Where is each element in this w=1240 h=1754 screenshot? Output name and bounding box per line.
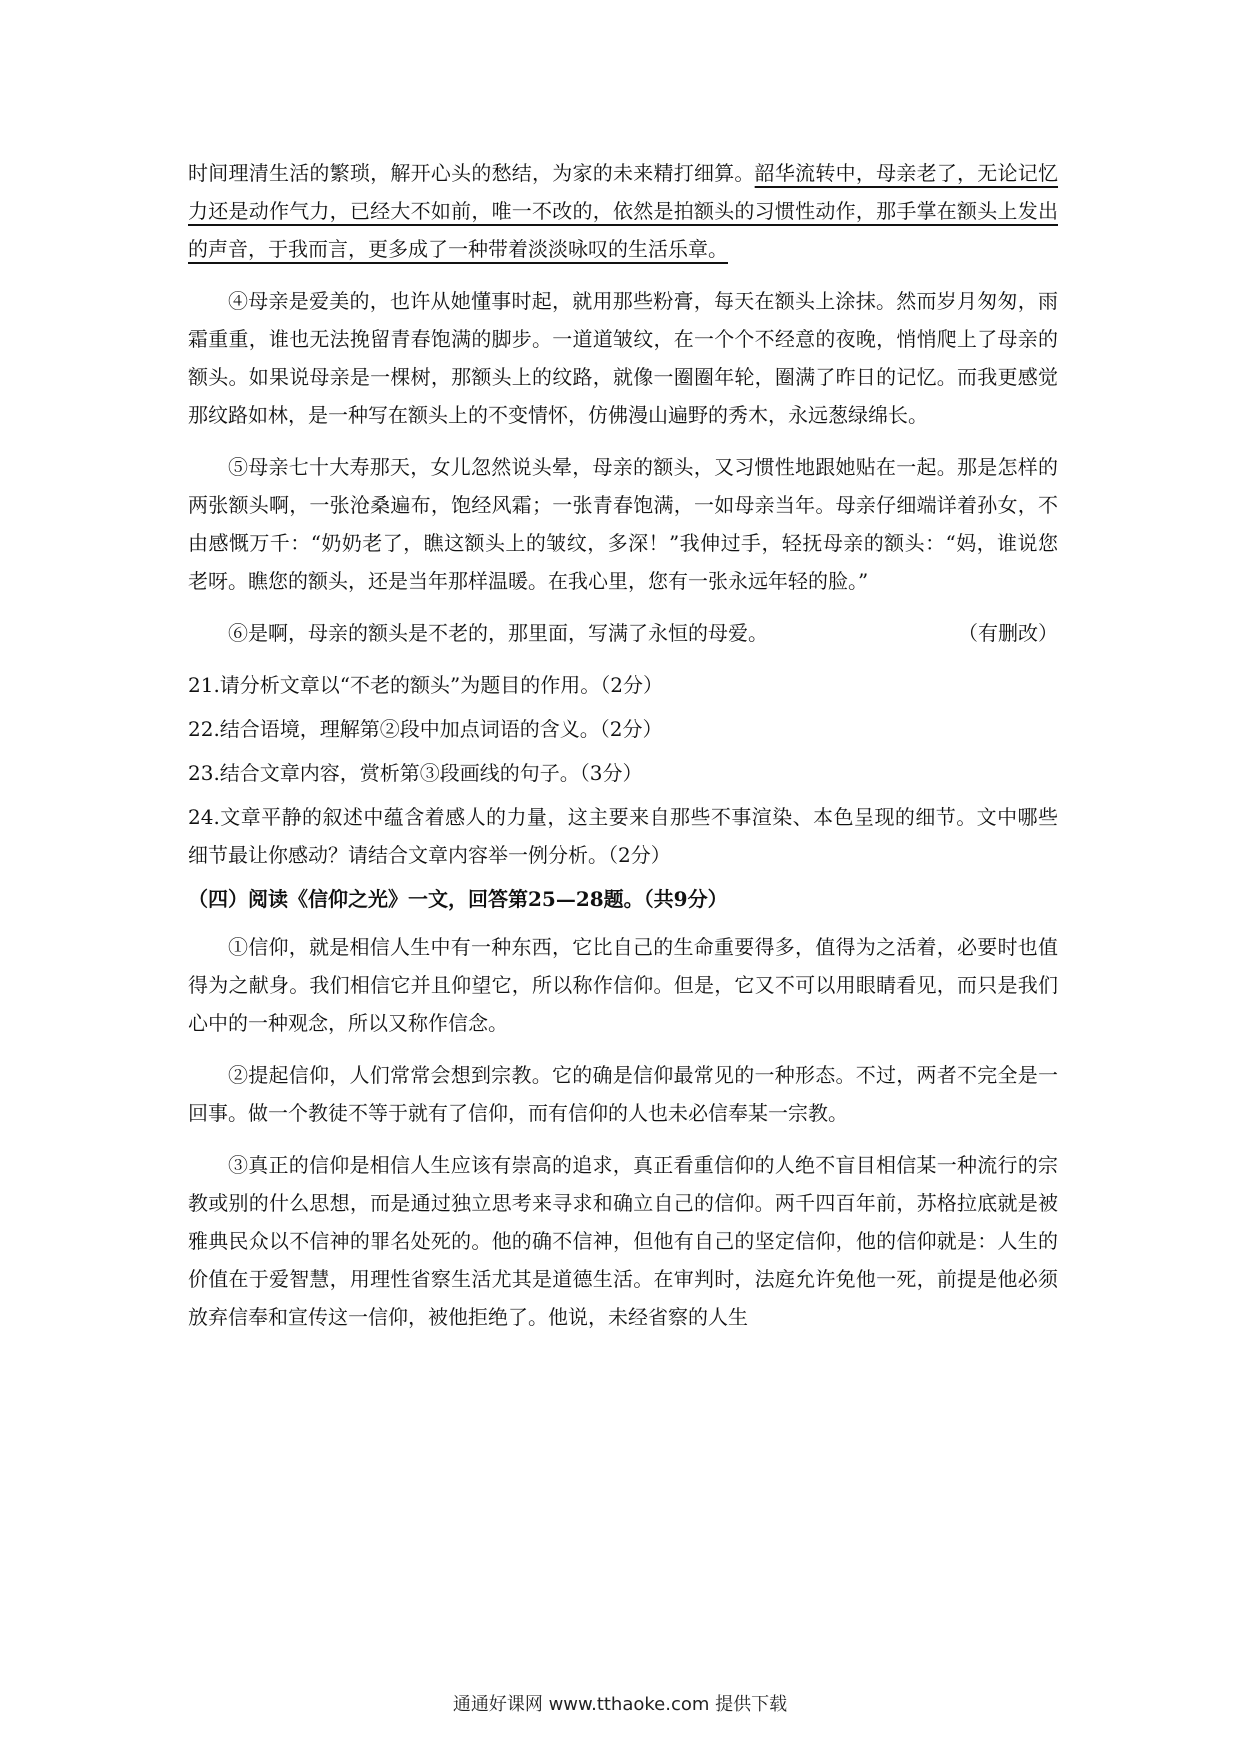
section-4-paragraph-1: ①信仰，就是相信人生中有一种东西，它比自己的生命重要得多，值得为之活着，必要时也值得为之献身。我们相信它并且仰望它，所以称作信仰。但是，它又不可以用眼睛看见，而只是我们心中的一种观念，所以又称作信念。 [188,935,1058,1035]
article-paragraph-6: ⑥是啊，母亲的额头是不老的，那里面，写满了永恒的母爱。 [228,621,768,645]
paragraph-3-text: 时间理清生活的繁琐，解开心头的愁结，为家的未来精打细算。 [188,161,755,185]
section-4-paragraph-2: ②提起信仰，人们常常会想到宗教。它的确是信仰最常见的一种形态。不过，两者不完全是一回事。做一个教徒不等于就有了信仰，而有信仰的人也未必信奉某一宗教。 [188,1063,1058,1125]
page-content [188,154,1058,1350]
article-paragraph-4: ④母亲是爱美的，也许从她懂事时起，就用那些粉膏，每天在额头上涂抹。然而岁月匆匆，雨霜重重，谁也无法挽留青春饱满的脚步。一道道皱纹，在一个个不经意的夜晚，悄悄爬上了母亲的额头。如果说母亲是一棵树，那额头上的纹路，就像一圈圈年轮，圈满了昨日的记忆。而我更感觉那纹路如林，是一种写在额头上的不变情怀，仿佛漫山遍野的秀木，永远葱绿绵长。 [188,289,1058,427]
underlined-sentence: 韶华流转中，母亲老了，无论记忆力还是动作气力，已经大不如前，唯一不改的，依然是拍额头的习惯性动作，那手掌在额头上发出的声音，于我而言，更多成了一种带着淡淡咏叹的生活乐章。 [188,161,1059,261]
section-4-title: （四）阅读《信仰之光》一文，回答第25—28题。（共9分） [188,887,728,911]
edit-note: （有删改） [958,621,1058,645]
page-footer: 通通好课网 www.tthaoke.com 提供下载 [452,1694,788,1715]
section-4-paragraph-3: ③真正的信仰是相信人生应该有崇高的追求，真正看重信仰的人绝不盲目相信某一种流行的宗教或别的什么思想，而是通过独立思考来寻求和确立自己的信仰。两千四百年前，苏格拉底就是被雅典民众以不信神的罪名处死的。他的确不信神，但他有自己的坚定信仰，他的信仰就是：人生的价值在于爱智慧，用理性省察生活尤其是道德生活。在审判时，法庭允许免他一死，前提是他必须放弃信奉和宣传这一信仰，被他拒绝了。他说，未经省察的人生 [188,1153,1058,1329]
question-24: 24.文章平静的叙述中蕴含着感人的力量，这主要来自那些不事渲染、本色呈现的细节。文中哪些细节最让你感动？请结合文章内容举一例分析。（2分） [188,805,1058,867]
article-paragraph-3 [188,154,1058,268]
question-21: 21.请分析文章以“不老的额头”为题目的作用。（2分） [188,673,663,697]
question-23: 23.结合文章内容，赏析第③段画线的句子。（3分） [188,761,643,785]
article-paragraph-5: ⑤母亲七十大寿那天，女儿忽然说头晕，母亲的额头，又习惯性地跟她贴在一起。那是怎样的两张额头啊，一张沧桑遍布，饱经风霜；一张青春饱满，一如母亲当年。母亲仔细端详着孙女，不由感慨万千：“奶奶老了，瞧这额头上的皱纹，多深！”我伸过手，轻抚母亲的额头：“妈，谁说您老呀。瞧您的额头，还是当年那样温暖。在我心里，您有一张永远年轻的脸。” [188,455,1058,593]
article-paragraph-6-row [188,614,1058,652]
question-22: 22.结合语境，理解第②段中加点词语的含义。（2分） [188,717,663,741]
